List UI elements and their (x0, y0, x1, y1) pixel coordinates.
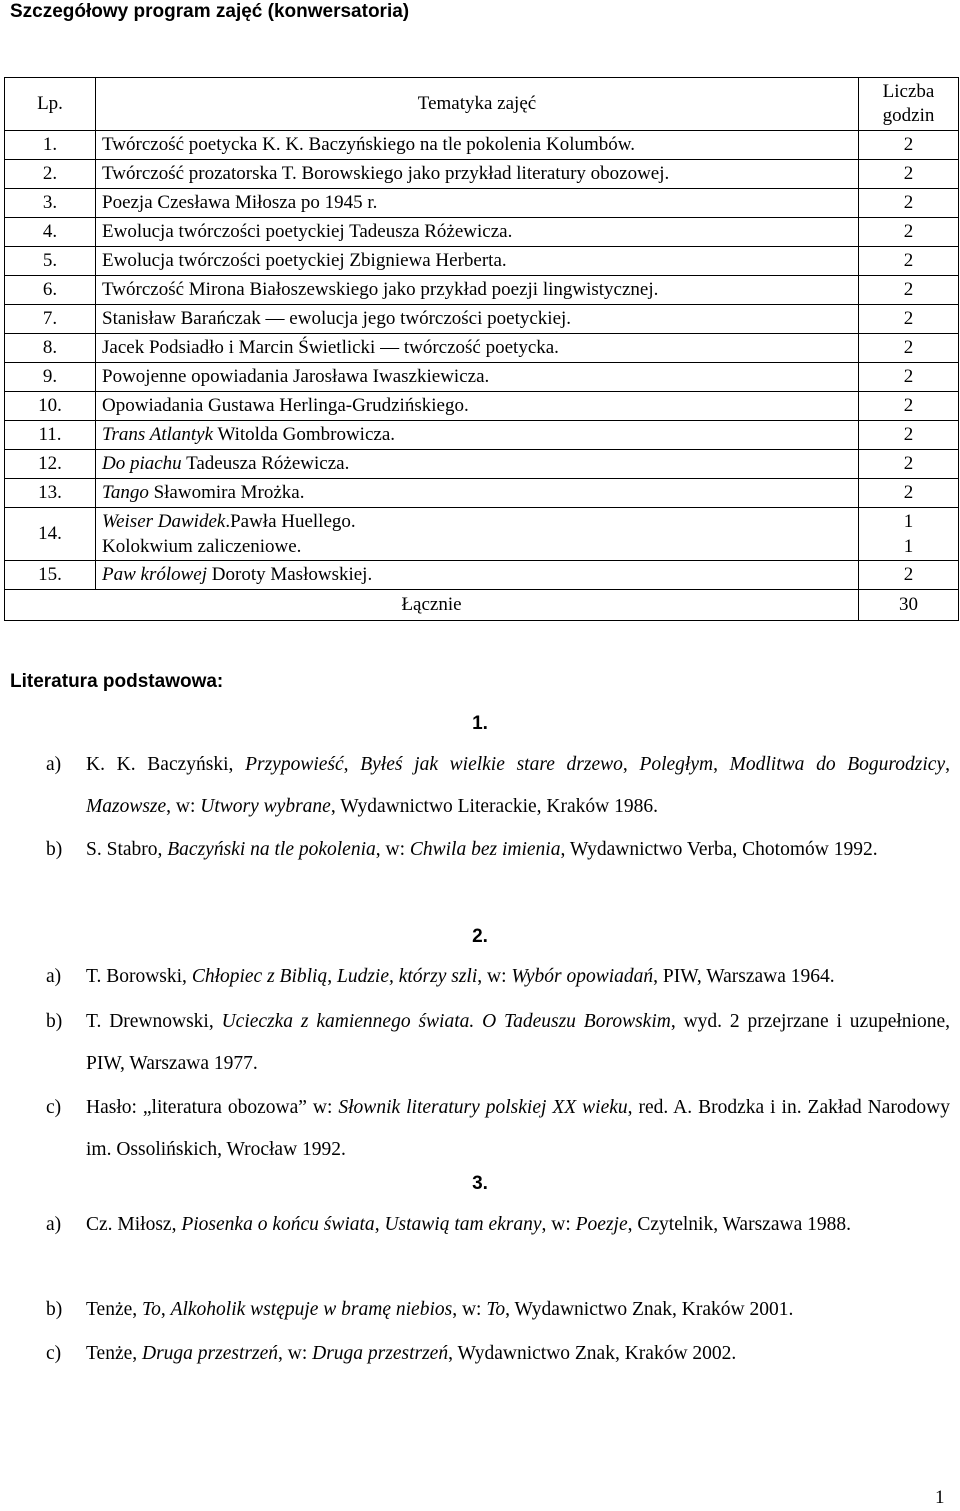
reference-italic-title: Mazowsze (86, 796, 167, 817)
reference-text: Tenże, (86, 1299, 143, 1320)
topic-rest: Sławomira Mrożka. (148, 482, 305, 503)
reference-italic-title: Alkoholik wstępuje w bramę niebios (170, 1299, 453, 1320)
reference-text: , w: (477, 966, 512, 987)
row-lp: 1. (5, 131, 96, 160)
syllabus-table (4, 77, 959, 621)
reference-text: , w: (277, 1343, 313, 1364)
reference-text: , Wydawnictwo Znak, Kraków 2002. (448, 1343, 737, 1364)
reference-text: , (327, 966, 337, 987)
reference-italic-title: To (142, 1299, 161, 1320)
row-topic (96, 421, 859, 450)
table-row (5, 479, 959, 508)
reference-italic-title: Ludzie, którzy szli (336, 966, 478, 987)
row-lp: 13. (5, 479, 96, 508)
table-row (5, 305, 959, 334)
row-hours (859, 508, 959, 561)
reference-italic-title: Baczyński na tle pokolenia (167, 839, 376, 860)
reference-text: , Wydawnictwo Verba, Chotomów 1992. (560, 839, 878, 860)
row-lp: 10. (5, 392, 96, 421)
row-hours: 2 (859, 479, 959, 508)
topic-line: Kolokwium zaliczeniowe. (102, 536, 302, 557)
literature-reference (46, 1333, 950, 1375)
reference-text: , wyd. 2 przejrzane i uzupełnione, PIW, Warszawa 1977. (86, 1011, 950, 1074)
hours-line: 1 (903, 536, 914, 557)
topic-italic-title: Do piachu (102, 453, 182, 474)
row-lp: 8. (5, 334, 96, 363)
reference-text: K. K. Baczyński, (86, 754, 246, 775)
page-title: Szczegółowy program zajęć (konwersatoria) (10, 1, 410, 22)
reference-letter: b) (46, 839, 63, 860)
topic-italic-title: Tango (102, 482, 149, 503)
literature-reference (46, 1204, 950, 1246)
row-topic (96, 508, 859, 561)
row-lp: 6. (5, 276, 96, 305)
reference-text: T. Borowski, (86, 966, 192, 987)
reference-text: , Wydawnictwo Znak, Kraków 2001. (505, 1299, 794, 1320)
reference-letter: b) (46, 1011, 63, 1032)
reference-text: , (374, 1214, 385, 1235)
topic-italic-title: Trans Atlantyk (102, 424, 214, 445)
reference-text: T. Drewnowski, (86, 1011, 222, 1032)
literature-reference (46, 956, 950, 998)
row-topic: Twórczość prozatorska T. Borowskiego jako przykład literatury obozowej. (96, 160, 859, 189)
topic-line (102, 509, 858, 534)
row-topic: Ewolucja twórczości poetyckiej Tadeusza Różewicza. (96, 218, 859, 247)
reference-letter: c) (46, 1097, 62, 1118)
table-row (5, 160, 959, 189)
row-lp: 9. (5, 363, 96, 392)
reference-italic-title: To (486, 1299, 506, 1320)
reference-italic-title: Chłopiec z Biblią (191, 966, 328, 987)
total-row (5, 590, 959, 621)
page-number: 1 (935, 1487, 945, 1508)
reference-italic-title: Utwory wybrane (200, 796, 331, 817)
row-hours: 2 (859, 561, 959, 590)
reference-text: , w: (452, 1299, 487, 1320)
reference-text: , (343, 754, 361, 775)
row-hours: 2 (859, 189, 959, 218)
reference-letter: a) (46, 966, 62, 987)
table-row (5, 276, 959, 305)
row-hours: 2 (859, 276, 959, 305)
reference-italic-title: Przypowieść (245, 754, 344, 775)
reference-text: , Wydawnictwo Literackie, Kraków 1986. (330, 796, 658, 817)
reference-italic-title: Poległym (639, 754, 714, 775)
header-hours (859, 78, 959, 131)
header-lp: Lp. (5, 78, 96, 131)
table-row (5, 421, 959, 450)
row-hours: 2 (859, 131, 959, 160)
reference-text: , Czytelnik, Warszawa 1988. (627, 1214, 851, 1235)
row-topic (96, 561, 859, 590)
row-hours: 2 (859, 305, 959, 334)
reference-italic-title: Modlitwa do Bogurodzicy (729, 754, 946, 775)
reference-text: , (160, 1299, 171, 1320)
table-row (5, 392, 959, 421)
table-row (5, 131, 959, 160)
reference-text: S. Stabro, (86, 839, 168, 860)
table-row (5, 218, 959, 247)
table-row (5, 508, 959, 561)
table-row (5, 450, 959, 479)
header-topic: Tematyka zajęć (96, 78, 859, 131)
reference-text: , w: (375, 839, 410, 860)
row-hours: 2 (859, 421, 959, 450)
reference-italic-title: Poezje (575, 1214, 628, 1235)
reference-italic-title: Byłeś jak wielkie stare drzewo (360, 754, 623, 775)
table-header-row (5, 78, 959, 131)
reference-text: , (945, 754, 950, 775)
reference-italic-title: Ucieczka z kamiennego świata. O Tadeuszu Borowskim (221, 1011, 671, 1032)
row-topic: Powojenne opowiadania Jarosława Iwaszkiewicza. (96, 363, 859, 392)
reference-italic-title: Wybór opowiadań (511, 966, 654, 987)
reference-text: , (713, 754, 730, 775)
reference-italic-title: Słownik literatury polskiej XX wieku (338, 1097, 628, 1118)
topic-italic-title: Weiser Dawidek (102, 511, 226, 532)
row-hours: 2 (859, 247, 959, 276)
literature-reference (46, 744, 950, 828)
total-value: 30 (859, 590, 959, 621)
reference-text: , PIW, Warszawa 1964. (653, 966, 835, 987)
row-lp: 14. (5, 508, 96, 561)
table-row (5, 189, 959, 218)
hours-line: 1 (903, 511, 914, 532)
topic-rest: Tadeusza Różewicza. (181, 453, 350, 474)
reference-italic-title: Druga przestrzeń (142, 1343, 278, 1364)
total-label: Łącznie (5, 590, 859, 621)
reference-italic-title: Druga przestrzeń (312, 1343, 449, 1364)
row-topic: Ewolucja twórczości poetyckiej Zbigniewa Herberta. (96, 247, 859, 276)
reference-text: , w: (541, 1214, 576, 1235)
topic-rest: Witolda Gombrowicza. (213, 424, 396, 445)
reference-text: , w: (166, 796, 201, 817)
row-lp: 2. (5, 160, 96, 189)
literature-group-number: 2. (472, 926, 488, 947)
literature-group-number: 3. (472, 1173, 488, 1194)
reference-italic-title: Piosenka o końcu świata (181, 1214, 375, 1235)
row-lp: 3. (5, 189, 96, 218)
reference-letter: a) (46, 1214, 62, 1235)
reference-italic-title: Chwila bez imienia (409, 839, 561, 860)
topic-rest: Doroty Masłowskiej. (207, 564, 373, 585)
row-hours: 2 (859, 218, 959, 247)
reference-text: Hasło: „literatura obozowa” w: (86, 1097, 339, 1118)
row-lp: 5. (5, 247, 96, 276)
literature-reference (46, 829, 950, 871)
row-lp: 4. (5, 218, 96, 247)
row-lp: 11. (5, 421, 96, 450)
reference-letter: b) (46, 1299, 63, 1320)
row-topic: Opowiadania Gustawa Herlinga-Grudzińskiego. (96, 392, 859, 421)
topic-rest: .Pawła Huellego. (225, 511, 356, 532)
literature-reference (46, 1087, 950, 1171)
row-hours: 2 (859, 392, 959, 421)
reference-text: , (622, 754, 640, 775)
literature-reference (46, 1289, 950, 1331)
row-topic: Poezja Czesława Miłosza po 1945 r. (96, 189, 859, 218)
row-hours: 2 (859, 363, 959, 392)
row-hours: 2 (859, 160, 959, 189)
row-topic: Twórczość Mirona Białoszewskiego jako przykład poezji lingwistycznej. (96, 276, 859, 305)
literature-heading: Literatura podstawowa: (10, 671, 224, 692)
header-hours-line2: godzin (882, 105, 935, 126)
reference-text: Tenże, (86, 1343, 143, 1364)
literature-group-number: 1. (472, 713, 488, 734)
table-row (5, 247, 959, 276)
row-hours: 2 (859, 450, 959, 479)
table-row (5, 363, 959, 392)
row-topic (96, 450, 859, 479)
row-lp: 7. (5, 305, 96, 334)
row-topic: Jacek Podsiadło i Marcin Świetlicki — twórczość poetycka. (96, 334, 859, 363)
table-row (5, 561, 959, 590)
reference-letter: a) (46, 754, 62, 775)
reference-italic-title: Ustawią tam ekrany (384, 1214, 542, 1235)
reference-text: Cz. Miłosz, (86, 1214, 182, 1235)
literature-reference (46, 1001, 950, 1085)
table-row (5, 334, 959, 363)
row-lp: 15. (5, 561, 96, 590)
header-hours-line1: Liczba (882, 81, 935, 102)
reference-letter: c) (46, 1343, 62, 1364)
topic-italic-title: Paw królowej (102, 564, 208, 585)
row-topic: Twórczość poetycka K. K. Baczyńskiego na tle pokolenia Kolumbów. (96, 131, 859, 160)
row-hours: 2 (859, 334, 959, 363)
row-topic: Stanisław Barańczak — ewolucja jego twórczości poetyckiej. (96, 305, 859, 334)
reference-text: , red. A. Brodzka i in. Zakład Narodowy im. Ossolińskich, Wrocław 1992. (86, 1097, 950, 1160)
row-topic (96, 479, 859, 508)
row-lp: 12. (5, 450, 96, 479)
